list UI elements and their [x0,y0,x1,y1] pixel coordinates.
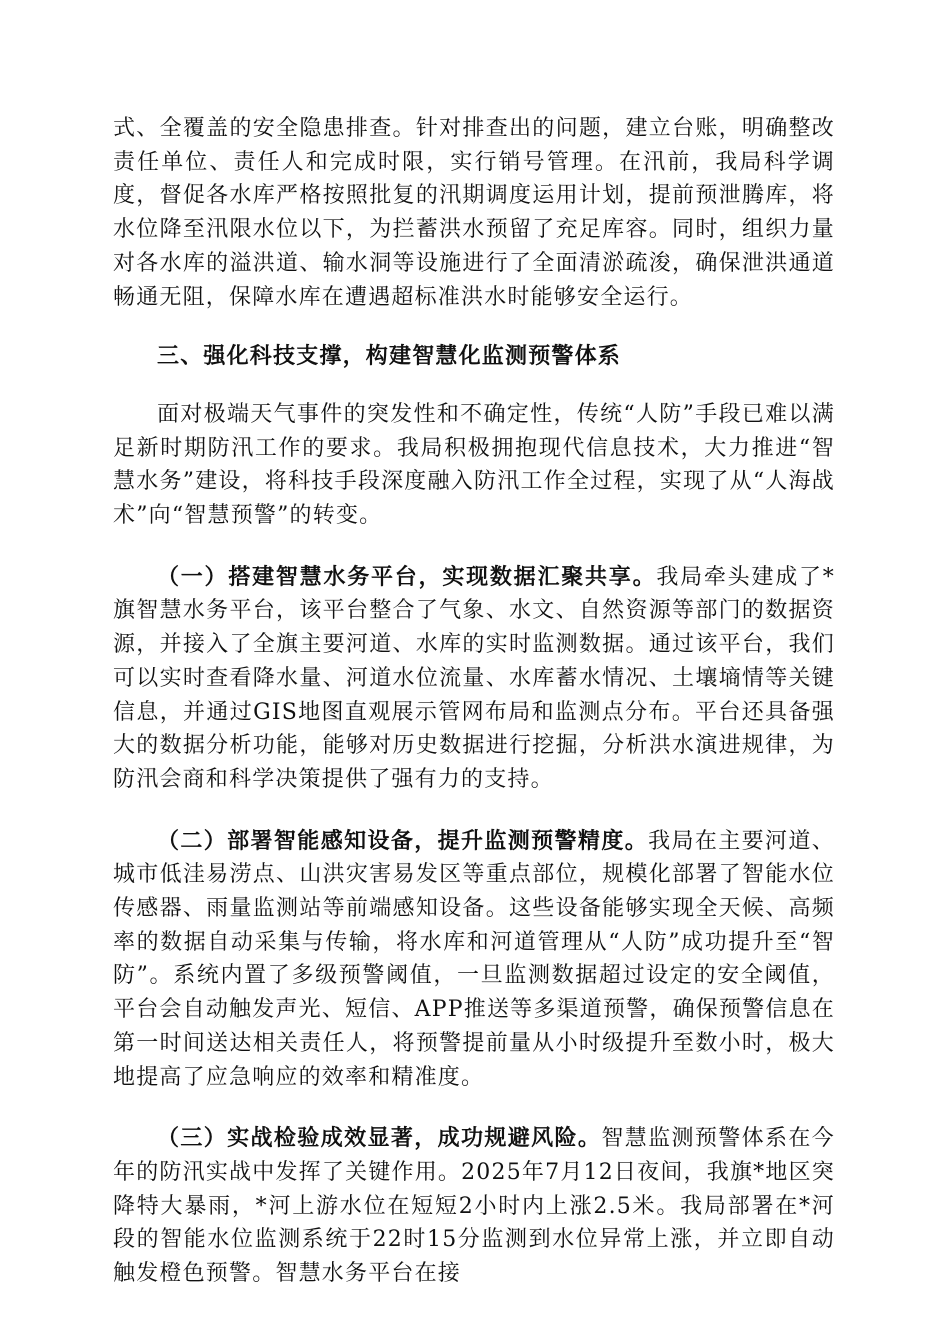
document-page [113,112,835,1291]
paragraph-smart-sensors [113,825,835,1095]
paragraph-body-2: 我局在主要河道、城市低洼易涝点、山洪灾害易发区等重点部位，规模化部署了智能水位传感器、雨量监测站等前端感知设备。这些设备能够实现全天候、高频率的数据自动采集与传输，将水库和河道管理从“人防”成功提升至“智防”。系统内置了多级预警阈值，一旦监测数据超过设定的安全阈值，平台会自动触发声光、短信、APP推送等多渠道预警，确保预警信息在第一时间送达相关责任人，将预警提前量从小时级提升至数小时，极大地提高了应急响应的效率和精准度。 [113,828,835,1090]
paragraph-dam-safety: 式、全覆盖的安全隐患排查。针对排查出的问题，建立台账，明确整改责任单位、责任人和完成时限，实行销号管理。在汛前，我局科学调度，督促各水库严格按照批复的汛期调度运用计划，提前预泄腾库，将水位降至汛限水位以下，为拦蓄洪水预留了充足库容。同时，组织力量对各水库的溢洪道、输水洞等设施进行了全面清淤疏浚，确保泄洪通道畅通无阻，保障水库在遭遇超标准洪水时能够安全运行。 [113,116,835,310]
paragraph-body-3: 智慧监测预警体系在今年的防汛实战中发挥了关键作用。2025年7月12日夜间，我旗*地区突降特大暴雨，*河上游水位在短短2小时内上涨2.5米。我局部署在*河段的智能水位监测系统于22时15分监测到水位异常上涨，并立即自动触发橙色预警。智慧水务平台在接 [113,1126,835,1287]
subheading-2: （二）部署智能感知设备，提升监测预警精度。 [157,827,649,854]
paragraph-field-results [113,1122,835,1291]
paragraph-intro-tech: 面对极端天气事件的突发性和不确定性，传统“人防”手段已难以满足新时期防汛工作的要求。我局积极拥抱现代信息技术，大力推进“智慧水务”建设，将科技手段深度融入防汛工作全过程，实现了从“人海战术”向“智慧预警”的转变。 [113,401,835,529]
subheading-1: （一）搭建智慧水务平台，实现数据汇聚共享。 [157,563,657,590]
section-heading-3: 三、强化科技支撑，构建智慧化监测预警体系 [157,343,622,370]
paragraph-smart-platform [113,561,835,797]
paragraph-body-1: 我局牵头建成了*旗智慧水务平台，该平台整合了气象、水文、自然资源等部门的数据资源，并接入了全旗主要河道、水库的实时监测数据。通过该平台，我们可以实时查看降水量、河道水位流量、水库蓄水情况、土壤墒情等关键信息，并通过GIS地图直观展示管网布局和监测点分布。平台还具备强大的数据分析功能，能够对历史数据进行挖掘，分析洪水演进规律，为防汛会商和科学决策提供了强有力的支持。 [113,564,835,792]
subheading-3: （三）实战检验成效显著，成功规避风险。 [157,1125,602,1152]
